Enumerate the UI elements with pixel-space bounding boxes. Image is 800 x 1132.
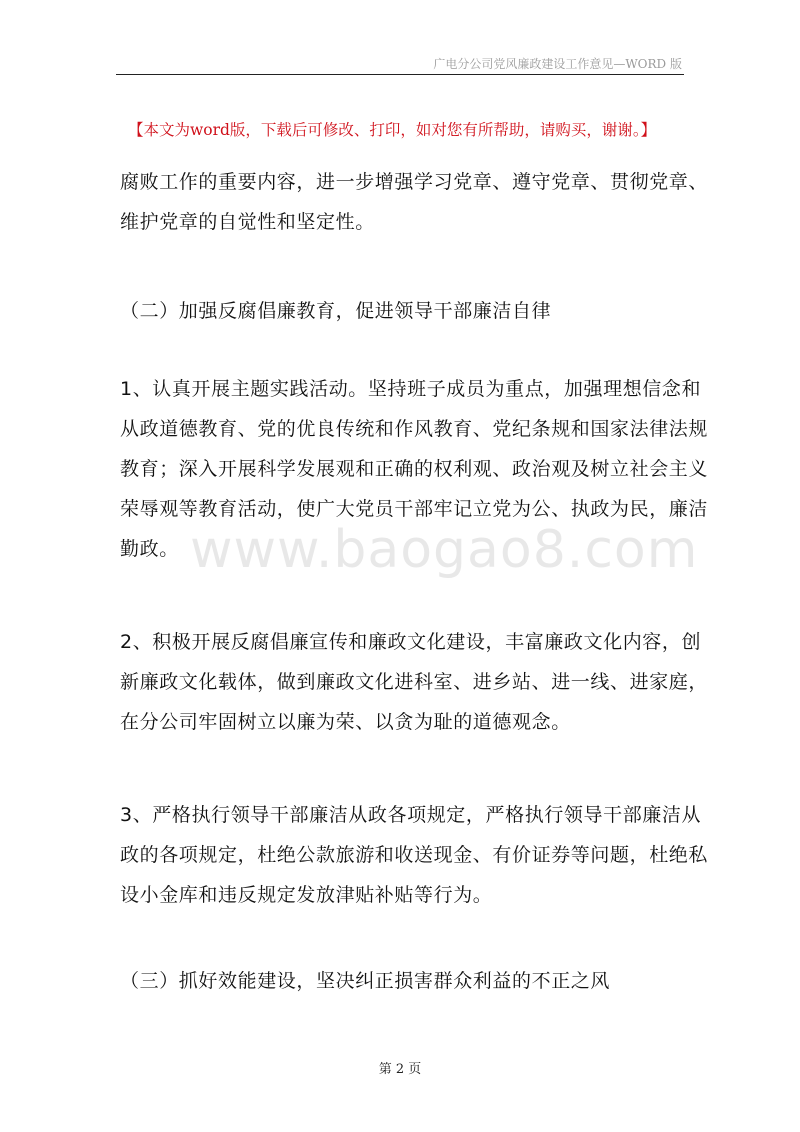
paragraph-line: 在分公司牢固树立以廉为荣、以贪为耻的道德观念。 — [120, 711, 571, 733]
paragraph-line: 新廉政文化载体，做到廉政文化进科室、进乡站、进一线、进家庭， — [120, 671, 709, 693]
document-title: 广电分公司党风廉政建设工作意见—WORD 版 — [433, 57, 682, 71]
paragraph-line: 2、积极开展反腐倡廉宣传和廉政文化建设，丰富廉政文化内容，创 — [120, 631, 702, 653]
paragraph-line: 1、认真开展主题实践活动。坚持班子成员为重点，加强理想信念和 — [120, 378, 702, 400]
paragraph-line: 腐败工作的重要内容，进一步增强学习党章、遵守党章、贯彻党章、 — [120, 171, 709, 193]
paragraph-line: 教育；深入开展科学发展观和正确的权利观、政治观及树立社会主义 — [120, 458, 709, 480]
paragraph-item-3 — [120, 795, 709, 915]
paragraph-line: 政的各项规定，杜绝公款旅游和收送现金、有价证券等问题，杜绝私 — [120, 844, 709, 866]
page-number: 第 2 页 — [378, 1062, 422, 1077]
watermark: www.baogao8.com — [190, 520, 699, 580]
section-heading-2: （二）加强反腐倡廉教育，促进领导干部廉洁自律 — [120, 300, 552, 322]
section-heading-3: （三）抓好效能建设，坚决纠正损害群众利益的不正之风 — [120, 970, 611, 992]
paragraph-line: 设小金库和违反规定发放津贴补贴等行为。 — [120, 884, 493, 906]
paragraph-line: 维护党章的自觉性和坚定性。 — [120, 211, 375, 233]
paragraph-line: 荣辱观等教育活动，使广大党员干部牢记立党为公、执政为民，廉洁 — [120, 498, 709, 520]
paragraph-line: 从政道德教育、党的优良传统和作风教育、党纪条规和国家法律法规 — [120, 418, 709, 440]
paragraph-line: 3、严格执行领导干部廉洁从政各项规定，严格执行领导干部廉洁从 — [120, 804, 702, 826]
purchase-notice: 【本文为word版，下载后可修改、打印，如对您有所帮助，请购买，谢谢。】 — [128, 121, 657, 139]
paragraph-intro — [120, 162, 709, 242]
paragraph-item-2 — [120, 622, 709, 742]
paragraph-line: 勤政。 — [120, 538, 179, 560]
page-header — [116, 48, 684, 75]
